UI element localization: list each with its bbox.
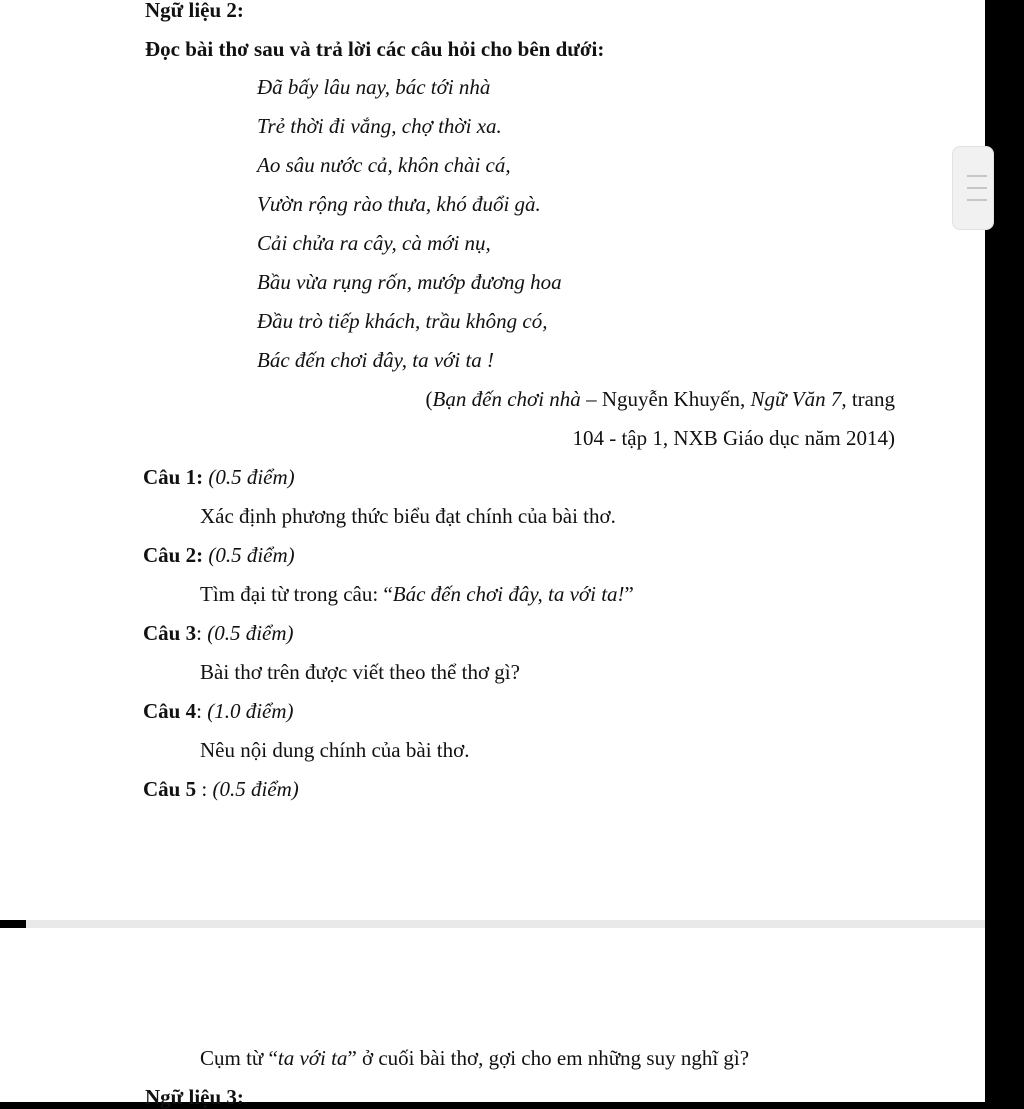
menu-line-icon (967, 187, 987, 189)
question-text-prefix: Tìm đại từ trong câu: “ (200, 582, 393, 606)
poem-line: Ao sâu nước cả, khôn chài cá, (257, 153, 511, 177)
question-label: Câu 3 (143, 621, 197, 645)
source-open: ( (425, 387, 433, 411)
question-label: Câu 5 (143, 777, 197, 801)
question-points: (0.5 điểm) (207, 621, 294, 645)
menu-line-icon (967, 199, 987, 201)
source-book: Ngữ Văn 7, (750, 387, 847, 411)
question-text-quote: Bác đến chơi đây, ta với ta! (392, 582, 625, 606)
heading-ngu-lieu-2: Ngữ liệu 2: (145, 0, 244, 22)
question-4-text: Nêu nội dung chính của bài thơ. (200, 738, 470, 762)
question-label: Câu 4 (143, 699, 197, 723)
question-1-header (143, 467, 295, 488)
question-sep: : (196, 699, 202, 723)
poem-line: Vườn rộng rào thưa, khó đuổi gà. (257, 192, 541, 216)
source-author: – Nguyễn Khuyến, (580, 387, 751, 411)
question-3-header (143, 623, 294, 644)
question-2-text (200, 584, 634, 605)
instruction: Đọc bài thơ sau và trả lời các câu hỏi cho bên dưới: (145, 37, 605, 61)
question-2-header (143, 545, 295, 566)
question-5-text (200, 1048, 749, 1069)
question-text-quote: ta với ta (277, 1046, 348, 1070)
poem-line: Cải chửa ra cây, cà mới nụ, (257, 231, 491, 255)
question-label: Câu 2: (143, 543, 204, 567)
question-5-header (143, 779, 299, 800)
question-points: (0.5 điểm) (212, 777, 299, 801)
question-text-suffix: ” (624, 582, 634, 606)
question-text-prefix: Cụm từ “ (200, 1046, 278, 1070)
poem-line: Đã bấy lâu nay, bác tới nhà (257, 75, 491, 99)
question-1-text: Xác định phương thức biểu đạt chính của bài thơ. (200, 504, 616, 528)
menu-line-icon (967, 175, 987, 177)
question-points: (0.5 điểm) (208, 543, 295, 567)
side-panel-tab[interactable] (952, 146, 994, 230)
page-break (26, 920, 985, 928)
question-3-text: Bài thơ trên được viết theo thể thơ gì? (200, 660, 520, 684)
source-trang: trang (846, 387, 895, 411)
question-label: Câu 1: (143, 465, 204, 489)
question-text-suffix: ” ở cuối bài thơ, gợi cho em những suy nghĩ gì? (347, 1046, 750, 1070)
poem-line: Bầu vừa rụng rốn, mướp đương hoa (257, 270, 562, 294)
source-poem-title: Bạn đến chơi nhà (432, 387, 581, 411)
question-points: (1.0 điểm) (207, 699, 294, 723)
poem-line: Đầu trò tiếp khách, trầu không có, (257, 309, 548, 333)
poem-line: Bác đến chơi đây, ta với ta ! (257, 348, 495, 372)
source-citation-line-1 (426, 389, 895, 410)
poem-line: Trẻ thời đi vắng, chợ thời xa. (257, 114, 502, 138)
document-page-2 (0, 928, 985, 1109)
question-sep: : (196, 777, 208, 801)
question-4-header (143, 701, 294, 722)
source-citation-line-2: 104 - tập 1, NXB Giáo dục năm 2014) (572, 426, 895, 450)
heading-ngu-lieu-3: Ngữ liệu 3: (145, 1085, 244, 1109)
question-sep: : (196, 621, 202, 645)
question-points: (0.5 điểm) (208, 465, 295, 489)
